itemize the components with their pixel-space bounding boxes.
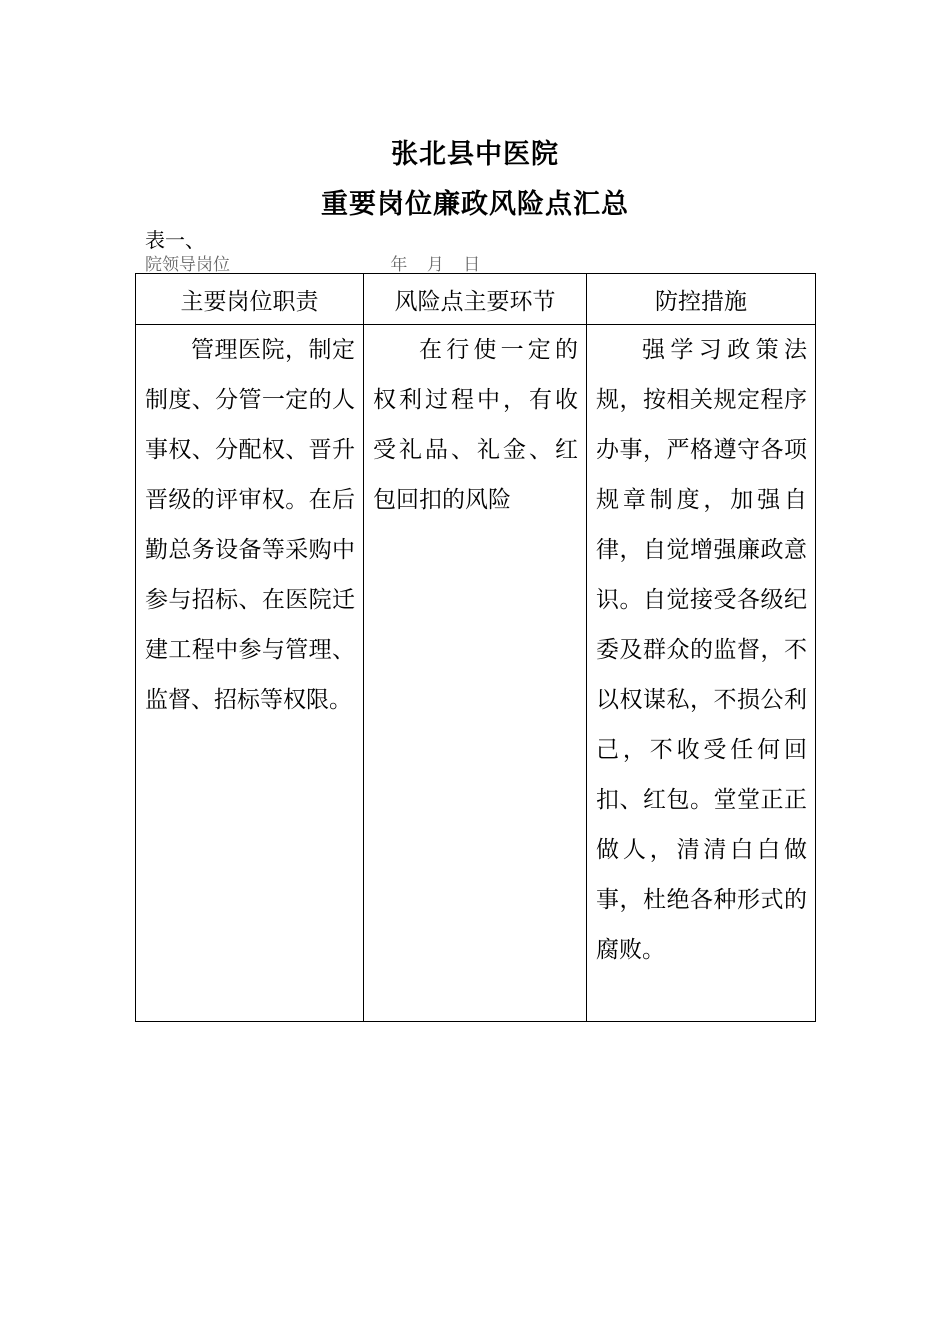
header-risk: 风险点主要环节	[364, 274, 587, 325]
risk-table	[135, 273, 816, 1022]
date-field	[390, 250, 494, 275]
post-name: 院领导岗位	[145, 255, 230, 275]
date-day: 日	[463, 255, 481, 275]
cell-duties: 管理医院，制定制度、分管一定的人事权、分配权、晋升晋级的评审权。在后勤总务设备等采购中参与招标、在医院迁建工程中参与管理、监督、招标等权限。	[136, 325, 364, 1022]
table-header-row	[136, 274, 816, 325]
date-year: 年	[390, 255, 408, 275]
post-date-line	[145, 250, 845, 275]
document-subtitle: 重要岗位廉政风险点汇总	[321, 189, 629, 220]
document-title: 张北县中医院	[391, 139, 559, 170]
table-label: 表一、	[145, 228, 205, 252]
date-month: 月	[426, 255, 444, 275]
header-duties: 主要岗位职责	[136, 274, 364, 325]
cell-risk: 在行使一定的权利过程中，有收受礼品、礼金、红包回扣的风险	[364, 325, 587, 1022]
header-measures: 防控措施	[587, 274, 816, 325]
table-row	[136, 325, 816, 1022]
cell-measures: 强学习政策法规，按相关规定程序办事，严格遵守各项规章制度，加强自律，自觉增强廉政意识。自觉接受各级纪委及群众的监督，不以权谋私，不损公利己，不收受任何回扣、红包。堂堂正正做人，清清白白做事，杜绝各种形式的腐败。	[587, 325, 816, 1022]
